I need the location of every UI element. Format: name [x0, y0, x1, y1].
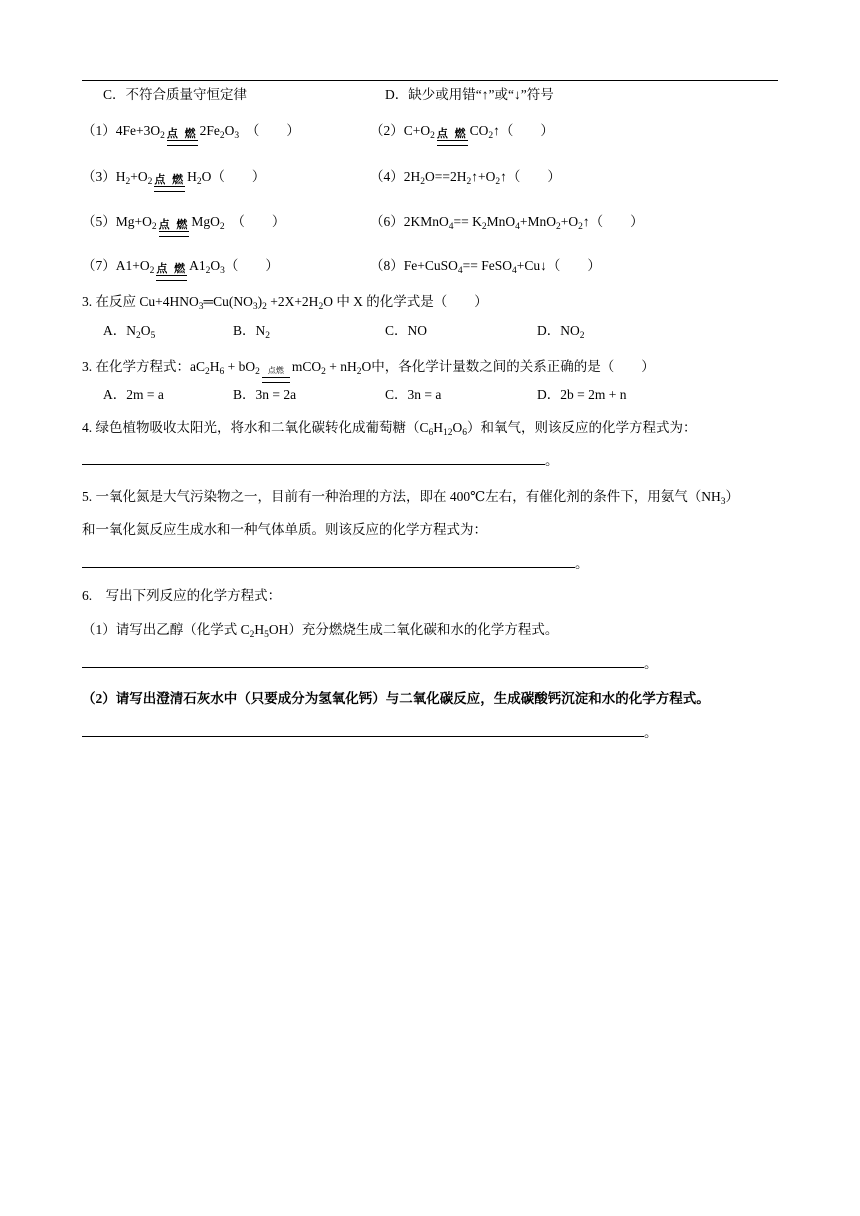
question-3a: 3. 在反应 $Cu+4HNO_3═Cu(NO_3)_2 +2X+2H_2O$ 中 X 的化学式是（ ） [82, 294, 488, 312]
condition-mark: 点 燃 [154, 175, 185, 192]
condition-mark: 点燃 [262, 366, 290, 383]
q3b-option-a: A．2m = a [103, 387, 164, 402]
equation-item-3: $(3)H_2+O_2$ 点 燃 $H_2O$（ ） [82, 168, 265, 192]
q3b-option-d: D．2b = 2m + n [537, 387, 627, 402]
equation-item-1: $(1)4Fe+3O_2$ 点 燃 $2Fe_2O_3$ （ ） [82, 122, 300, 146]
header-rule [82, 80, 778, 81]
option-c: C．不符合质量守恒定律 [103, 87, 248, 102]
q3a-option-c: C．NO [385, 323, 428, 338]
condition-mark: 点 燃 [437, 129, 468, 146]
question-3b: 3. 在化学方程式：$aC_2H_6 + bO_2$ 点燃 $mCO_2 + nH_2O$中，各化学计量数之间的关系正确的是（ ） [82, 358, 655, 383]
q3b-option-c: C．3n = a [385, 387, 442, 402]
question-6-title: 6. 写出下列反应的化学方程式： [82, 588, 282, 603]
q3a-option-a: A．$N_2O_5$ [103, 323, 156, 341]
answer-line-4[interactable]: 。 [82, 452, 559, 470]
equation-item-7: $(7)A1+O_2$ 点 燃 $A1_2O_3$（ ） [82, 257, 279, 281]
q3b-option-b: B．3n = 2a [233, 387, 297, 402]
condition-mark: 点 燃 [159, 220, 190, 237]
equation-item-2: $(2)C+O_2$ 点 燃 $CO_2↑$（ ） [370, 122, 554, 146]
condition-mark: 点 燃 [167, 129, 198, 146]
q3a-option-d: D．$NO_2$ [537, 323, 585, 341]
option-d: D．缺少或用错“↑”或“↓”符号 [385, 87, 554, 102]
question-6-sub2: （2）请写出澄清石灰水中（只要成分为氢氧化钙）与二氧化碳反应，生成碳酸钙沉淀和水的化学方程式。 [82, 691, 710, 706]
equation-item-5: $(5)Mg+O_2$ 点 燃 MgO$_2$ （ ） [82, 213, 285, 237]
answer-line-5[interactable]: 。 [82, 555, 589, 573]
answer-line-6-2[interactable]: 。 [82, 724, 658, 742]
question-5-line-2: 和一氧化氮反应生成水和一种气体单质。则该反应的化学方程式为： [82, 522, 487, 537]
equation-item-8: （8）Fe+CuSO$_4$== FeSO$_4$+Cu↓（ ） [370, 258, 601, 276]
question-4: 4. 绿色植物吸收太阳光，将水和二氧化碳转化成葡萄糖$(C_6H_{12}O_6)$和氧气，则该反应的化学方程式为： [82, 420, 697, 438]
equation-item-4: $(4)2H_2O==2H_2↑+O_2↑$（ ） [370, 169, 561, 187]
question-5-line-1: 5. 一氧化氮是大气污染物之一，目前有一种治理的方法，即在 400℃左右，有催化剂的条件下，用氨气$(NH_3)$ [82, 489, 739, 507]
q3a-option-b: B．$N_2$ [233, 323, 271, 341]
answer-line-6-1[interactable]: 。 [82, 655, 658, 673]
equation-item-6: （6）2KMnO$_4$== $K_2MnO_4+MnO_2+O_2↑$（ ） [370, 214, 644, 232]
question-6-sub1: （1）请写出乙醇（化学式 $C_2H_5OH$）充分燃烧生成二氧化碳和水的化学方程式。 [82, 622, 559, 640]
condition-mark: 点 燃 [156, 264, 187, 281]
